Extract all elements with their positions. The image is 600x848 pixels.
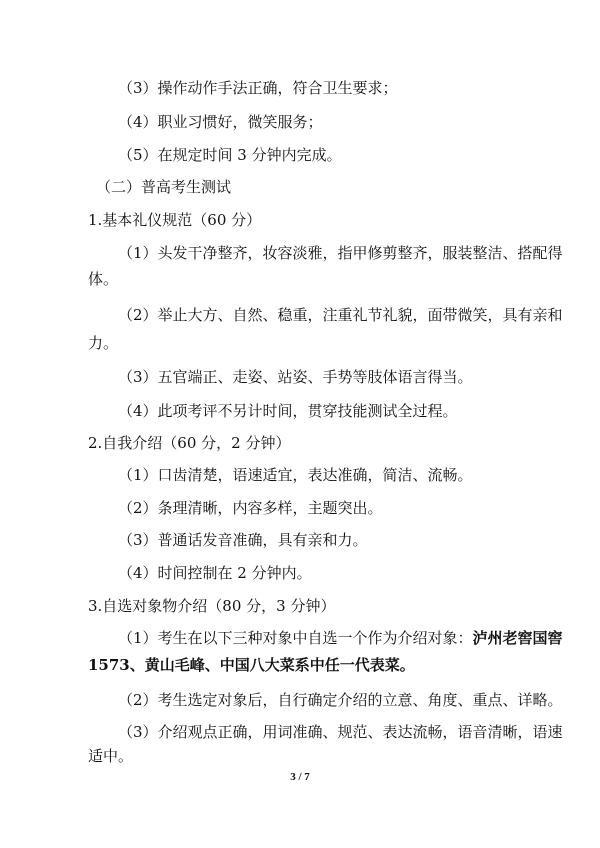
etiquette-item-1-cont: 体。 xyxy=(88,270,119,288)
etiquette-item-3: （3）五官端正、走姿、站姿、手势等肢体语言得当。 xyxy=(118,368,473,386)
object-item-1-bold: 泸州老窖国窖 xyxy=(472,629,563,647)
page-number: 3 / 7 xyxy=(290,771,310,783)
object-item-1-cont: 1573、黄山毛峰、中国八大菜系中任一代表菜。 xyxy=(88,656,415,674)
requirement-3-line: （3）操作动作手法正确，符合卫生要求； xyxy=(118,79,398,97)
intro-item-3: （3）普通话发音准确，具有亲和力。 xyxy=(118,531,368,549)
etiquette-item-4: （4）此项考评不另计时间，贯穿技能测试全过程。 xyxy=(118,402,458,420)
object-item-1 xyxy=(118,629,563,647)
object-item-1-text: （1）考生在以下三种对象中自选一个作为介绍对象： xyxy=(118,629,473,647)
subheading-3: 3.自选对象物介绍（80 分，3 分钟） xyxy=(88,597,336,615)
section-heading-2: （二）普高考生测试 xyxy=(96,178,232,196)
intro-item-2: （2）条理清晰，内容多样，主题突出。 xyxy=(118,499,383,517)
requirement-4-line: （4）职业习惯好，微笑服务； xyxy=(118,113,323,131)
etiquette-item-1: （1）头发干净整齐，妆容淡雅，指甲修剪整齐，服装整洁、搭配得 xyxy=(118,244,563,262)
subheading-1: 1.基本礼仪规范（60 分） xyxy=(88,211,262,229)
intro-item-1: （1）口齿清楚，语速适宜，表达准确，简洁、流畅。 xyxy=(118,466,473,484)
requirement-5-line: （5）在规定时间 3 分钟内完成。 xyxy=(118,146,342,164)
object-item-3: （3）介绍观点正确，用词准确、规范、表达流畅，语音清晰，语速 xyxy=(118,723,563,741)
object-item-2: （2）考生选定对象后，自行确定介绍的立意、角度、重点、详略。 xyxy=(118,691,563,709)
subheading-2: 2.自我介绍（60 分，2 分钟） xyxy=(88,434,291,452)
etiquette-item-2-cont: 力。 xyxy=(88,334,119,352)
intro-item-4: （4）时间控制在 2 分钟内。 xyxy=(118,564,312,582)
object-item-3-cont: 适中。 xyxy=(88,747,134,765)
etiquette-item-2: （2）举止大方、自然、稳重，注重礼节礼貌，面带微笑，具有亲和 xyxy=(118,306,563,324)
